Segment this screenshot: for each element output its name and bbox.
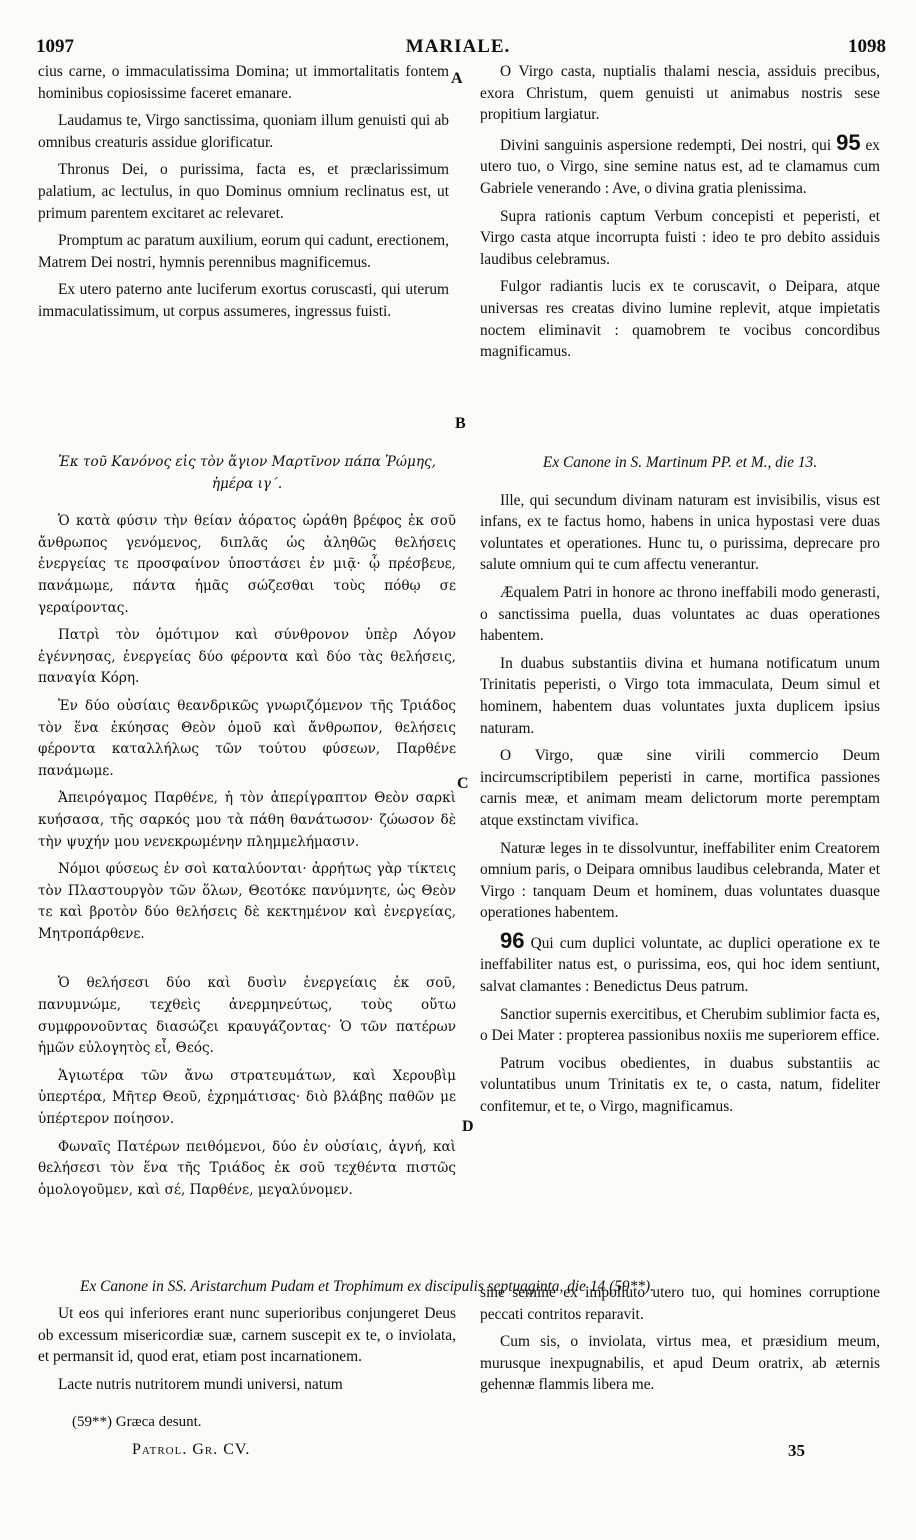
volume-line: Patrol. Gr. CV. [132, 1441, 251, 1458]
latin-column [480, 452, 880, 1124]
running-title: MARIALE. [405, 36, 511, 57]
greek-paragraph: Νόμοι φύσεως ἐν σοὶ καταλύονται· ἀρρήτως γὰρ τίκτεις τὸν Πλαστουργὸν τῶν ὅλων, Θεοτόκε πανύμνητε, ὡς Θεὸν τε καὶ βροτὸν δύο θελήσεις δὲ κεκτημένον καὶ ἐνεργείας, Μητροπάρθενε. [38, 861, 456, 942]
greek-paragraph: Ὁ κατὰ φύσιν τὴν θείαν ἀόρατος ὡράθη βρέφος ἐκ σοῦ ἄνθρωπος γενόμενος, διπλᾶς ὡς ἀληθῶς θελήσεις ἐνεργείας τε προσφαίνον ὑποστάσει ἐν μιᾷ· ᾧ πρέσβευε, πανάμωμε, πάντα ἡμᾶς σώζεσθαι τοὺς πόθῳ σε γεραίροντας. [38, 513, 456, 616]
paragraph: Lacte nutris nutritorem mundi universi, natum [58, 1375, 343, 1393]
paragraph: Ex utero paterno ante luciferum exortus coruscasti, qui uterum immaculatissimum, ut corpus assumeres, ingressus fuisti. [38, 281, 449, 320]
paragraph: Thronus Dei, o purissima, facta es, et præclarissimum palatium, ac lectulus, in quo Dominus omnium reclinatus est, ut primum parentem excitaret ac relevaret. [38, 161, 449, 222]
left-column-bottom [38, 1303, 456, 1401]
paragraph: Æqualem Patri in honore ac throno ineffabili modo generasti, o sanctissima puella, duas voluntates ac duas operationes habentem. [480, 583, 880, 645]
greek-paragraph: Φωναῖς Πατέρων πειθόμενοι, δύο ἐν οὐσίαις, ἁγνή, καὶ θελήσεσι τὸν ἕνα τῆς Τριάδος ἐκ σοῦ τεχθέντα πιστῶς ὁμολογοῦμεν, καὶ σέ, Παρθένε, μεγαλύνομεν. [38, 1138, 456, 1198]
spacer [38, 951, 456, 973]
section-number: 95 [836, 129, 861, 155]
paragraph: O Virgo casta, nuptialis thalami nescia, assiduis precibus, exora Christum, quem genuisti ut animabus nostris sese propitium largiatur. [480, 63, 880, 124]
paragraph: Laudamus te, Virgo sanctissima, quoniam illum genuisti qui ab omnibus creaturis assidue glorificatur. [38, 112, 449, 151]
footnote: (59**) Græca desunt. [72, 1414, 202, 1430]
greek-paragraph: Ἁγιωτέρα τῶν ἄνω στρατευμάτων, καὶ Χερουβὶμ ὑπερτέρα, Μῆτερ Θεοῦ, ἐχρημάτισας· διὸ βλάβης παθῶν με ὑπέρτερον ποίησον. [38, 1067, 456, 1128]
left-column-top [38, 61, 449, 329]
paragraph-text: Qui cum duplici voluntate, ac duplici operatione ex te ineffabiliter natus est, o purissima, eos, qui hoc idem sentiunt, salvat clamantes : Benedictus Deus patrum. [480, 934, 880, 996]
paragraph [480, 927, 880, 998]
margin-marker-d: D [462, 1118, 474, 1135]
right-column-top [480, 61, 880, 369]
greek-paragraph: Ὁ θελήσεσι δύο καὶ δυσὶν ἐνεργείαις ἐκ σοῦ, πανυμνώμε, τεχθεὶς ἀνερμηνεύτως, τοὺς οὕτω συμφρονοῦντας διασώζει κραυγάζοντας· Ὁ τῶν πατέρων ἡμῶν εὐλογητὸς εἶ, Θεός. [38, 975, 456, 1057]
paragraph: In duabus substantiis divina et humana notificatum unum Trinitatis peperisti, o Virgo tota immaculata, Deum simul et hominem, habentem duas voluntates juxta duplicem ipsius naturam. [480, 654, 880, 737]
paragraph: Supra rationis captum Verbum concepisti et peperisti, et Virgo casta atque incorrupta fuisti : ideo te pro debito assiduis laudibus celebramus. [480, 207, 880, 268]
paragraph: Promptum ac paratum auxilium, eorum qui cadunt, erectionem, Matrem Dei nostri, hymnis perennibus magnificemus. [38, 232, 449, 271]
greek-paragraph: Ἐν δύο οὐσίαις θεανδρικῶς γνωριζόμενον τῆς Τριάδος τὸν ἕνα ἐκύησας Θεὸν ὁμοῦ καὶ ἄνθρωπον, θελήσεις φέροντα καταλλήλως τῶν τούτου φύσεων, Παρθένε πανάμωμε. [38, 697, 456, 779]
paragraph: Ille, qui secundum divinam naturam est invisibilis, visus est infans, ex te factus homo, habens in unica hypostasi vere duas voluntates et operationes. Hunc tu, o purissima, deprecare pro salute omnium qui te cum affectu venerantur. [480, 491, 880, 574]
greek-heading: Ἐκ τοῦ Κανόνος εἰς τὸν ἅγιον Μαρτῖνον πάπα Ῥώμης, ἡμέρα ιγ΄. [58, 454, 436, 492]
greek-column [38, 452, 456, 1207]
paragraph: O Virgo, quæ sine virili commercio Deum incircumscriptibilem peperisti in carne, mortifica passiones carnis meæ, et animam meam delictorum morte peremptam atque exstinctam vivifica. [480, 747, 880, 829]
paragraph: Ut eos qui inferiores erant nunc superioribus conjungeret Deus ob excessum misericordiæ suæ, carnem suscepit ex te, o inviolata, et permansit id, quod erat, etiam post incarnationem. [38, 1305, 456, 1366]
paragraph: Cum sis, o inviolata, virtus mea, et præsidium meum, murusque inexpugnabilis, et apud Deum oratrix, ab æternis gehennæ flammis libera me. [480, 1333, 880, 1394]
paragraph: cius carne, o immaculatissima Domina; ut immortalitatis fontem hominibus copiosissime faceret emanare. [38, 63, 449, 102]
page-number-right: 1098 [848, 36, 886, 57]
section-number: 96 [500, 927, 525, 953]
greek-paragraph: Ἀπειρόγαμος Παρθένε, ἡ τὸν ἀπερίγραπτον Θεὸν σαρκὶ κυήσασα, τῆς σαρκός μου τὰ πάθη θανάτωσον· ζώωσον δὲ τὴν ψυχήν μου νενεκρωμένην πλημμελήμασιν. [38, 790, 456, 850]
greek-paragraph: Πατρὶ τὸν ὁμότιμον καὶ σύνθρονον ὑπὲρ Λόγον ἐγέννησας, ἐνεργείας δύο φέροντα καὶ δύο τὰς θελήσεις, παναγία Κόρη. [38, 627, 456, 687]
right-column-bottom [480, 1282, 880, 1402]
paragraph: Sanctior supernis exercitibus, et Cherubim sublimior facta es, o Dei Mater : propterea passionibus noxiis me superiorem effice. [480, 1005, 880, 1045]
signature-mark: 35 [788, 1441, 805, 1460]
paragraph: Patrum vocibus obedientes, in duabus substantiis ac voluntatibus unum Trinitatis ex te, o casta, natum, fideliter confitemur, et te, o Virgo, magnificamus. [480, 1054, 880, 1116]
margin-marker-a: A [451, 70, 463, 87]
latin-heading: Ex Canone in S. Martinum PP. et M., die 13. [542, 454, 818, 471]
paragraph-text: ex utero tuo, o Virgo, sine semine natus est, ad te clamamus cum Gabriele venerando : Ave, o divina gratia plenissima. [480, 136, 880, 197]
page-number-left: 1097 [36, 36, 74, 57]
paragraph [480, 129, 880, 200]
paragraph: Fulgor radiantis lucis ex te coruscavit, o Deipara, atque universas res creatas divino lumine replevit, atque impietatis noctem eliminavit : quamobrem te vocibus concordibus magnificamus. [480, 278, 880, 361]
paragraph-text: Divini sanguinis aspersione redempti, Dei nostri, qui [500, 136, 832, 154]
margin-marker-c: C [457, 775, 469, 792]
margin-marker-b: B [455, 415, 466, 432]
paragraph: Naturæ leges in te dissolvuntur, ineffabiliter enim Creatorem omnium paris, o Deipara omnibus laudibus celebranda, Mater et Virgo : tanquam Deum et hominem, duas voluntates duasque operationes habentem. [480, 839, 880, 922]
section-heading: Ex Canone in SS. Aristarchum Pudam et Trophimum ex discipulis septuaginta, die 14 (59**). [80, 1278, 654, 1295]
paragraph: sine semine ex impolluto utero tuo, qui homines corruptione peccati contritos reparavit. [480, 1284, 880, 1323]
